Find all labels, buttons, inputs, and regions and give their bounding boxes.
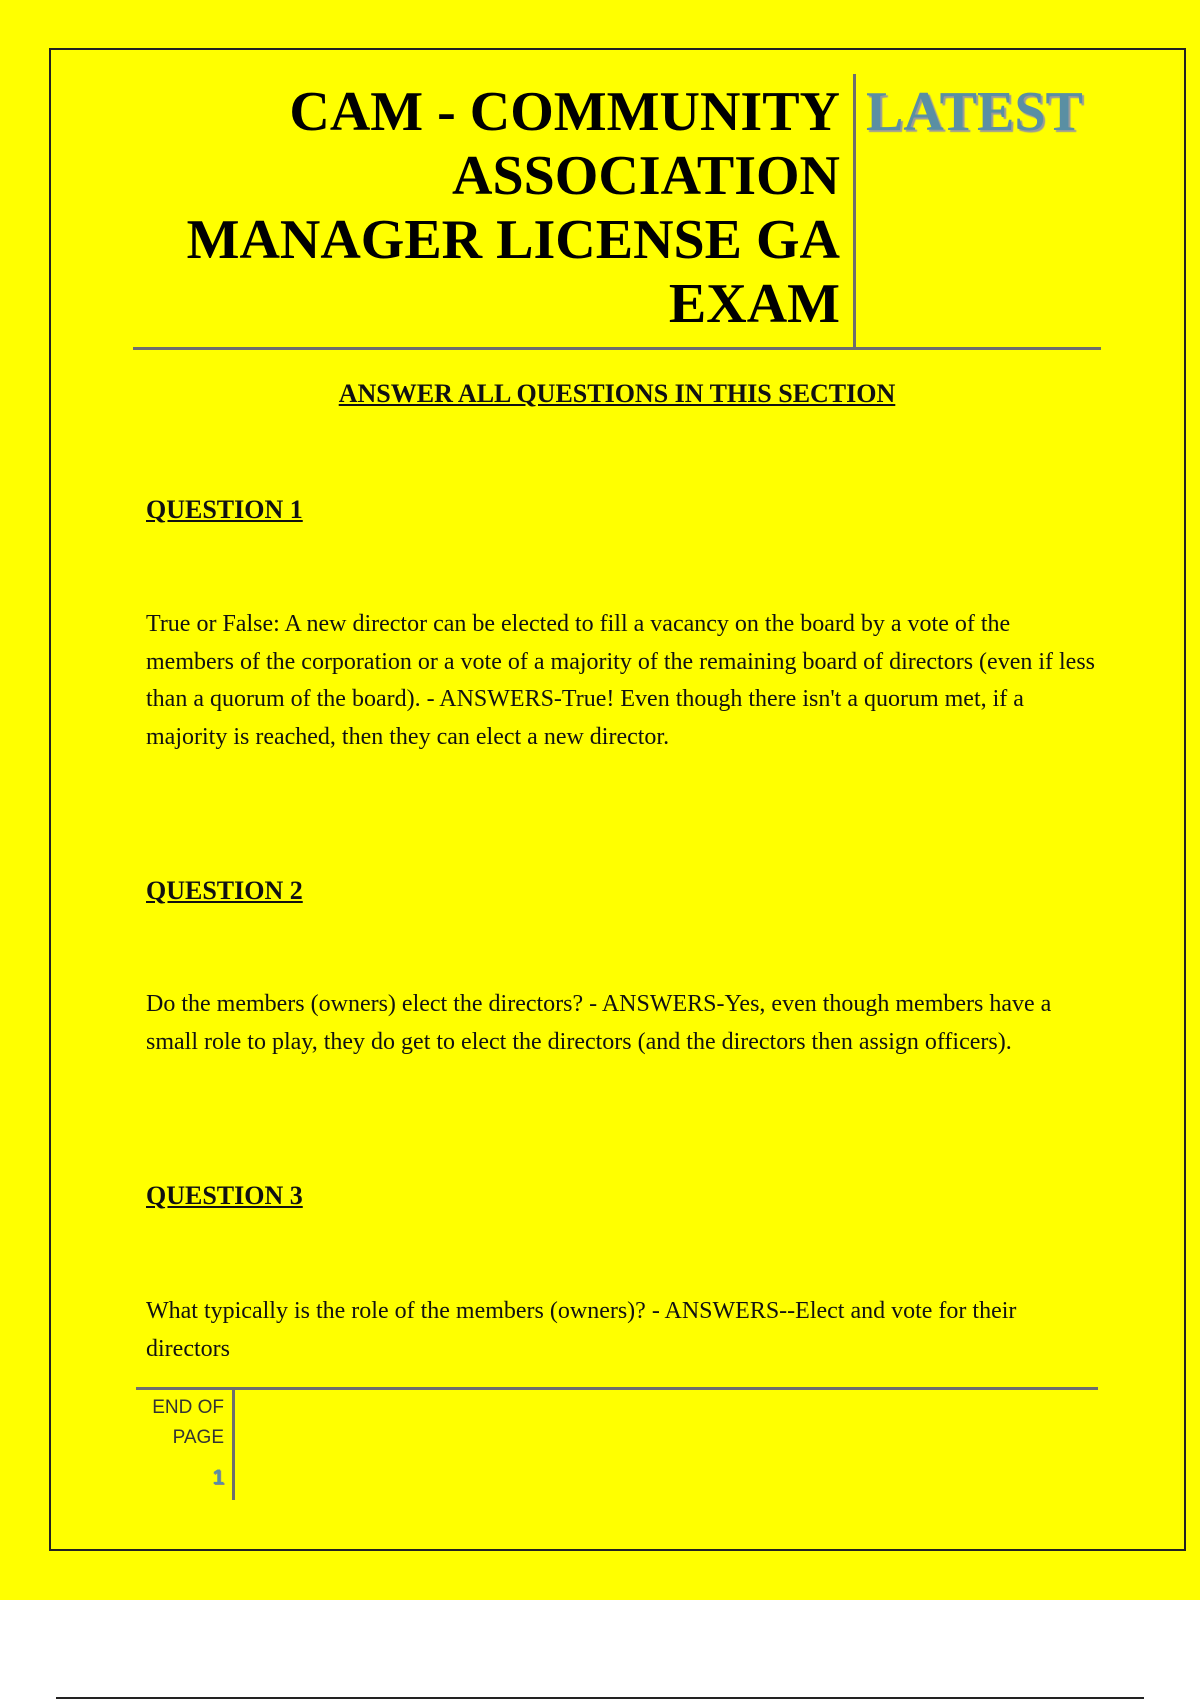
bottom-rule [56,1697,1144,1699]
title-line-4: EXAM [668,273,840,335]
title-line-3: MANAGER LICENSE GA [186,209,840,271]
document-title [140,80,840,336]
question-3-heading: QUESTION 3 [146,1181,303,1210]
question-1-heading: QUESTION 1 [146,495,303,524]
title-divider [853,74,856,348]
title-line-1: CAM - COMMUNITY [289,81,840,143]
question-2-text: Do the members (owners) elect the directors? - ANSWERS-Yes, even though members have a small role to play, they do get to elect the directors (and the directors then assign officers). [146,991,1052,1055]
question-1-text: True or False: A new director can be elected to fill a vacancy on the board by a vote of the members of the corporation or a vote of a majority of the remaining board of directors (even if less than a quorum of the board). - ANSWERS-True! Even though there isn't a quorum met, if a majority is reached, then they can elect a new director. [146,611,1096,750]
section-heading: ANSWER ALL QUESTIONS IN THIS SECTION [338,379,896,408]
page-number: 1 [212,1466,224,1489]
question-2-heading: QUESTION 2 [146,876,303,905]
end-of-page-label [140,1393,224,1453]
latest-badge: LATEST [866,81,1083,143]
footer-rule [136,1387,1098,1390]
title-rule [133,347,1101,350]
title-line-2: ASSOCIATION [452,145,840,207]
end-of-page-line-1: END OF [152,1397,224,1418]
footer-divider [232,1390,235,1500]
question-3-text: What typically is the role of the members (owners)? - ANSWERS--Elect and vote for their directors [146,1298,1017,1362]
end-of-page-line-2: PAGE [172,1427,224,1448]
